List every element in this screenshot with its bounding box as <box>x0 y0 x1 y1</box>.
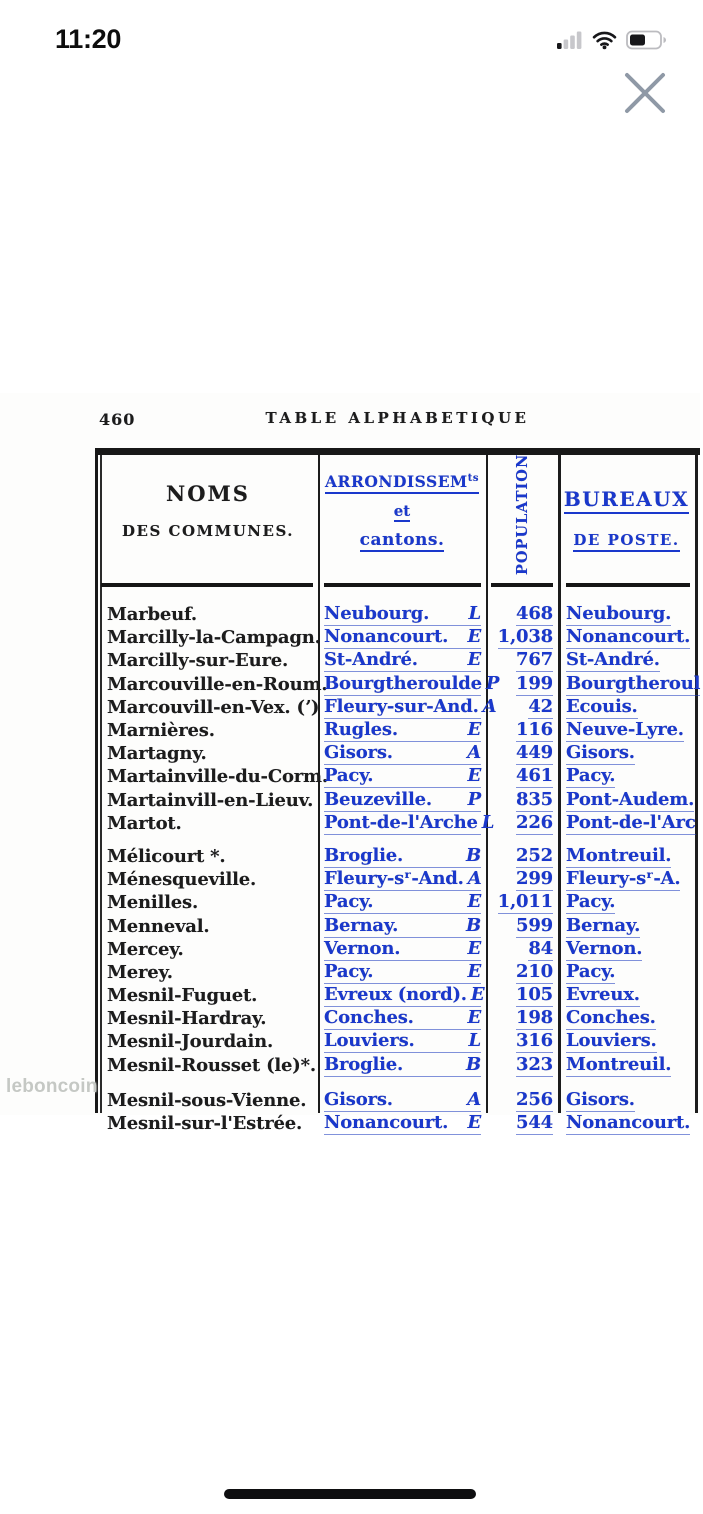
canton-cell <box>318 1054 486 1077</box>
population-value: 84 <box>528 937 553 959</box>
close-icon <box>618 66 672 120</box>
bureau-name: Gisors. <box>566 1088 635 1110</box>
directory-table <box>95 448 701 1135</box>
canton-underline <box>324 961 481 984</box>
population-cell <box>486 719 558 742</box>
canton-name: Pacy. <box>324 891 374 913</box>
commune-cell: Mesnil-Jourdain. <box>107 1031 274 1053</box>
arrondissement-letter: L <box>481 811 495 833</box>
population-value: 199 <box>516 672 553 694</box>
canton-name: Louviers. <box>324 1030 415 1052</box>
commune-cell: Mesnil-sous-Vienne. <box>107 1089 307 1111</box>
commune-cell: Martainville-du-Corm. <box>107 766 328 788</box>
wifi-icon <box>592 31 617 49</box>
canton-name: Fleury-sʳ-And. <box>324 868 464 890</box>
population-value: 468 <box>516 603 553 625</box>
canton-name: Gisors. <box>324 1088 393 1110</box>
population-cell <box>486 765 558 788</box>
table-row <box>98 812 703 835</box>
population-value: 42 <box>528 695 553 717</box>
canton-underline <box>324 742 481 765</box>
canton-name: St-André. <box>324 649 418 671</box>
bureau-cell <box>558 984 703 1007</box>
table-row <box>98 1030 703 1053</box>
header-de-poste: DE POSTE. <box>573 531 679 552</box>
canton-name: Pacy. <box>324 960 374 982</box>
population-cell <box>486 626 558 649</box>
canton-name: Broglie. <box>324 844 404 866</box>
commune-cell: Mesnil-sur-l'Estrée. <box>107 1113 303 1135</box>
bureau-name: Pacy. <box>566 765 616 787</box>
canton-name: Evreux (nord). <box>324 984 467 1006</box>
commune-cell: Martagny. <box>107 743 207 765</box>
canton-cell <box>318 695 497 719</box>
commune-cell: Marbeuf. <box>107 604 197 626</box>
table-row <box>98 719 703 742</box>
cellular-signal-icon <box>557 31 583 49</box>
bureau-name: Montreuil. <box>566 1053 672 1075</box>
bureau-cell <box>558 812 703 835</box>
arrondissement-letter: E <box>470 984 485 1006</box>
commune-cell: Menneval. <box>107 915 210 937</box>
commune-cell: Martot. <box>107 812 182 834</box>
bureau-cell <box>558 603 703 626</box>
bureau-cell <box>558 1054 703 1077</box>
arrondissement-letter: A <box>482 695 497 717</box>
bureau-name: Gisors. <box>566 742 635 764</box>
canton-cell <box>318 1007 486 1030</box>
commune-cell: Marcouvill-en-Vex. (ʼ) <box>107 696 320 718</box>
population-cell <box>486 915 558 938</box>
population-cell <box>486 845 558 868</box>
canton-name: Pacy. <box>324 765 374 787</box>
arrondissement-letter: E <box>467 719 481 741</box>
header-et: et <box>393 502 411 520</box>
table-row <box>98 961 703 984</box>
canton-underline <box>324 789 481 812</box>
arrondissement-letter: B <box>465 844 481 866</box>
header-rule <box>566 583 690 587</box>
canton-name: Vernon. <box>324 937 401 959</box>
population-value: 299 <box>516 868 553 890</box>
bureau-cell <box>558 938 703 961</box>
table-row <box>98 649 703 672</box>
bureau-cell <box>558 868 703 891</box>
population-cell <box>486 891 558 914</box>
canton-name: Bourgtheroulde <box>324 672 482 694</box>
canton-cell <box>318 961 486 984</box>
bureau-cell <box>558 1112 703 1135</box>
population-value: 105 <box>516 984 553 1006</box>
table-row <box>98 1054 703 1077</box>
arrondissement-letter: E <box>467 1007 481 1029</box>
population-value: 1,011 <box>497 891 553 913</box>
population-cell <box>486 673 558 696</box>
bureau-name: Neubourg. <box>566 603 672 625</box>
arrondissement-letter: B <box>465 914 481 936</box>
bureau-cell <box>558 742 703 765</box>
page-title: TABLE ALPHABETIQUE <box>265 409 530 427</box>
canton-underline <box>324 938 481 961</box>
canton-cell <box>318 984 486 1007</box>
bureau-name: St-André. <box>566 649 660 671</box>
commune-cell: Mesnil-Fuguet. <box>107 985 258 1007</box>
arrondissement-letter: E <box>467 891 481 913</box>
row-group <box>98 845 703 1077</box>
canton-cell <box>318 868 486 891</box>
commune-cell: Ménesqueville. <box>107 869 257 891</box>
header-noms: NOMS <box>166 481 250 506</box>
arrondissement-letter: P <box>485 672 500 694</box>
table-row <box>98 626 703 649</box>
population-cell <box>486 649 558 672</box>
bureau-cell <box>558 673 703 696</box>
canton-underline <box>324 1054 481 1077</box>
canton-cell <box>318 891 486 914</box>
canton-underline <box>324 1030 481 1053</box>
bureau-name: Nonancourt. <box>566 626 691 648</box>
canton-underline <box>324 891 481 914</box>
canton-cell <box>318 1030 486 1053</box>
header-des-communes: DES COMMUNES. <box>122 522 294 540</box>
table-row <box>98 673 703 696</box>
table-row <box>98 891 703 914</box>
table-row <box>98 789 703 812</box>
header-arrondissements <box>318 455 486 582</box>
header-communes <box>98 455 318 582</box>
population-cell <box>486 1112 558 1135</box>
header-cantons: cantons. <box>359 530 445 550</box>
bureau-cell <box>558 789 703 812</box>
canton-name: Broglie. <box>324 1053 404 1075</box>
battery-icon <box>626 30 668 50</box>
bureau-cell <box>558 649 703 672</box>
canton-name: Rugles. <box>324 719 398 741</box>
bureau-cell <box>558 1007 703 1030</box>
canton-underline <box>324 915 481 938</box>
bureau-name: Pacy. <box>566 960 616 982</box>
row-group <box>98 1089 703 1135</box>
bureau-name: Conches. <box>566 1007 656 1029</box>
bureau-name: Neuve-Lyre. <box>566 719 684 741</box>
table-row <box>98 603 703 626</box>
population-value: 256 <box>516 1088 553 1110</box>
commune-cell: Mercey. <box>107 938 184 960</box>
canton-name: Bernay. <box>324 914 399 936</box>
population-cell <box>486 696 558 719</box>
canton-underline <box>324 719 481 742</box>
bureau-cell <box>558 765 703 788</box>
arrondissement-letter: E <box>467 626 481 648</box>
home-indicator[interactable] <box>224 1489 476 1499</box>
bureau-name: Pont-de-l'Arc <box>566 811 696 833</box>
population-cell <box>486 603 558 626</box>
bureau-name: Nonancourt. <box>566 1112 691 1134</box>
canton-cell <box>318 1089 486 1112</box>
table-body <box>98 603 703 1135</box>
population-value: 599 <box>516 914 553 936</box>
bureau-cell <box>558 961 703 984</box>
arrondissement-letter: A <box>467 1088 481 1110</box>
bureau-cell <box>558 891 703 914</box>
canton-cell <box>318 765 486 788</box>
population-value: 252 <box>516 844 553 866</box>
bureau-cell <box>558 719 703 742</box>
canton-cell <box>318 938 486 961</box>
commune-cell: Mesnil-Hardray. <box>107 1008 267 1030</box>
canton-cell <box>318 719 486 742</box>
population-cell <box>486 789 558 812</box>
bureau-cell <box>558 626 703 649</box>
bureau-name: Montreuil. <box>566 844 672 866</box>
population-value: 767 <box>516 649 553 671</box>
bureau-name: Bernay. <box>566 914 641 936</box>
population-cell <box>486 812 558 835</box>
bureau-cell <box>558 1030 703 1053</box>
bureau-name: Bourgtheroul <box>566 672 701 694</box>
population-cell <box>486 1054 558 1077</box>
canton-underline <box>324 1007 481 1030</box>
leboncoin-watermark: leboncoin <box>6 1076 98 1097</box>
table-row <box>98 1007 703 1030</box>
commune-cell: Mélicourt *. <box>107 845 226 867</box>
canton-name: Pont-de-l'Arche <box>324 811 478 833</box>
header-bureaux-label: BUREAUX <box>564 487 689 514</box>
canton-underline <box>324 695 497 719</box>
canton-cell <box>318 1112 486 1135</box>
canton-underline <box>324 811 495 835</box>
bureau-name: Pacy. <box>566 891 616 913</box>
population-value: 116 <box>516 719 553 741</box>
arrondissement-letter: L <box>468 603 481 625</box>
arrondissement-letter: E <box>467 649 481 671</box>
population-value: 544 <box>516 1112 553 1134</box>
population-value: 198 <box>516 1007 553 1029</box>
canton-name: Conches. <box>324 1007 414 1029</box>
close-button[interactable] <box>618 66 672 120</box>
canton-cell <box>318 811 495 835</box>
bureau-cell <box>558 1089 703 1112</box>
canton-cell <box>318 626 486 649</box>
population-value: 323 <box>516 1053 553 1075</box>
status-bar <box>0 0 700 60</box>
canton-underline <box>324 845 481 868</box>
table-row <box>98 845 703 868</box>
page-number: 460 <box>99 410 136 429</box>
bureau-cell <box>558 696 703 719</box>
canton-underline <box>324 868 481 891</box>
canton-underline <box>324 984 485 1007</box>
population-value: 449 <box>516 742 553 764</box>
population-value: 1,038 <box>497 626 553 648</box>
population-cell <box>486 1007 558 1030</box>
arrondissement-letter: E <box>467 765 481 787</box>
arrondissement-letter: B <box>465 1053 481 1075</box>
table-row <box>98 742 703 765</box>
bureau-name: Evreux. <box>566 984 640 1006</box>
header-rule <box>101 583 313 587</box>
arrondissement-letter: E <box>467 960 481 982</box>
canton-name: Nonancourt. <box>324 1112 449 1134</box>
canton-cell <box>318 603 486 626</box>
bureau-name: Fleury-sʳ-A. <box>566 868 681 890</box>
arrondissement-letter: A <box>467 742 481 764</box>
canton-underline <box>324 649 481 672</box>
table-row <box>98 1112 703 1135</box>
bureau-cell <box>558 915 703 938</box>
table-row <box>98 696 703 719</box>
commune-cell: Merey. <box>107 961 173 983</box>
arrondissement-letter: E <box>467 1112 481 1134</box>
canton-cell <box>318 845 486 868</box>
header-population-label: POPULATION <box>513 453 531 575</box>
population-cell <box>486 961 558 984</box>
header-rule <box>324 583 481 587</box>
arrondissement-letter: A <box>467 868 482 890</box>
arrondissement-letter: L <box>468 1030 481 1052</box>
canton-name: Nonancourt. <box>324 626 449 648</box>
header-arrondissem: $ARRONDISSEM^{ts}$ <box>325 472 479 494</box>
canton-underline <box>324 603 481 626</box>
population-value: 835 <box>516 788 553 810</box>
population-value: 226 <box>516 811 553 833</box>
table-row <box>98 1089 703 1112</box>
population-value: 210 <box>516 960 553 982</box>
commune-cell: Marcilly-la-Campagn. <box>107 627 321 649</box>
canton-underline <box>324 1089 481 1112</box>
commune-cell: Martainvill-en-Lieuv. <box>107 789 314 811</box>
canton-underline <box>324 626 481 649</box>
canton-cell <box>318 649 486 672</box>
table-header <box>98 455 695 582</box>
commune-cell: Mesnil-Rousset (le)*. <box>107 1054 316 1076</box>
table-row <box>98 868 703 891</box>
bureau-name: Ecouis. <box>566 695 638 717</box>
bureau-name: Pont-Audem. <box>566 788 695 810</box>
commune-cell: Menilles. <box>107 892 199 914</box>
population-cell <box>486 868 558 891</box>
row-group <box>98 603 703 835</box>
document-image[interactable] <box>0 393 701 1135</box>
commune-cell: Marcouville-en-Roum. <box>107 673 328 695</box>
canton-cell <box>318 915 486 938</box>
canton-name: Gisors. <box>324 742 393 764</box>
header-population <box>486 455 558 582</box>
canton-underline <box>324 1112 481 1135</box>
table-row <box>98 765 703 788</box>
population-cell <box>486 1089 558 1112</box>
population-value: 316 <box>516 1030 553 1052</box>
canton-name: Neubourg. <box>324 603 430 625</box>
bureau-name: Vernon. <box>566 937 643 959</box>
clock: 11:20 <box>55 24 122 54</box>
commune-cell: Marcilly-sur-Eure. <box>107 650 289 672</box>
canton-cell <box>318 789 486 812</box>
arrondissement-letter: E <box>467 937 481 959</box>
arrondissement-letter: P <box>467 788 481 810</box>
header-bureaux <box>558 455 695 582</box>
population-cell <box>486 742 558 765</box>
canton-underline <box>324 672 500 696</box>
canton-name: Fleury-sur-And. <box>324 695 479 717</box>
table-row <box>98 938 703 961</box>
canton-underline <box>324 765 481 788</box>
canton-cell <box>318 672 500 696</box>
population-value: 461 <box>516 765 553 787</box>
population-cell <box>486 1030 558 1053</box>
canton-cell <box>318 742 486 765</box>
bureau-cell <box>558 845 703 868</box>
table-row <box>98 984 703 1007</box>
table-row <box>98 914 703 937</box>
bureau-name: Louviers. <box>566 1030 657 1052</box>
population-cell <box>486 984 558 1007</box>
canton-name: Beuzeville. <box>324 788 432 810</box>
commune-cell: Marnières. <box>107 720 215 742</box>
header-rule <box>491 583 553 587</box>
population-cell <box>486 938 558 961</box>
